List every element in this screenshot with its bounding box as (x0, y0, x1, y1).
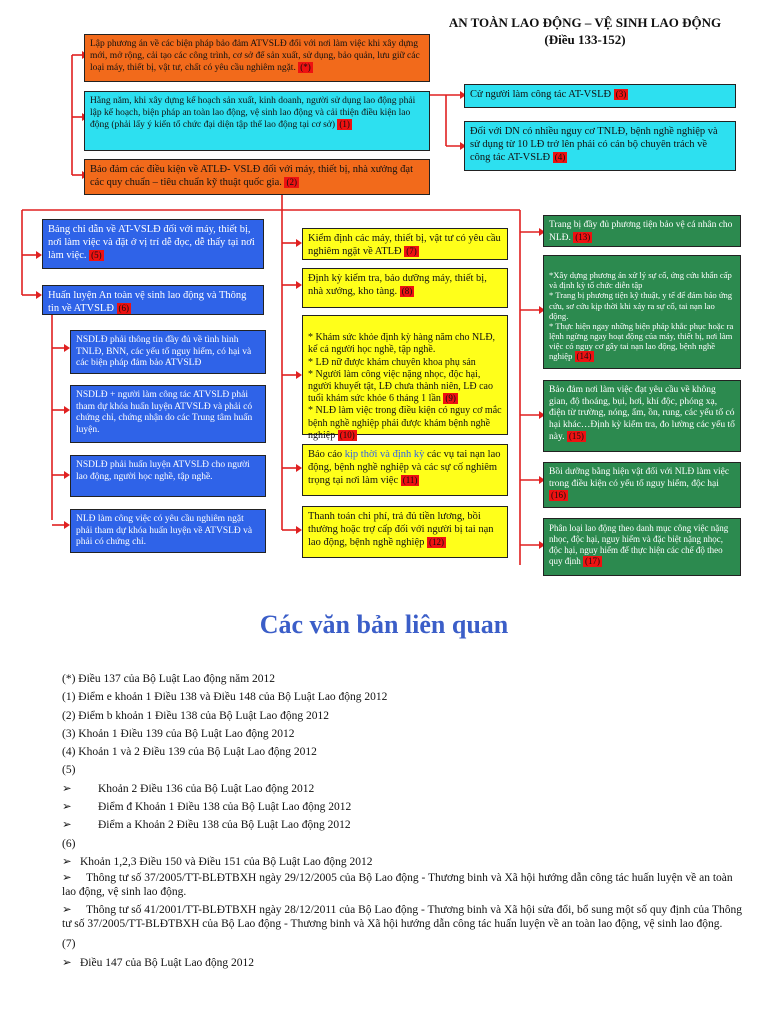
bullet-arrow-icon: ➢ (62, 801, 72, 814)
related-document-item (62, 903, 742, 931)
related-document-text: Điều 147 của Bộ Luật Lao động 2012 (80, 956, 255, 969)
box-text: Bảo đảm nơi làm việc đạt yêu cầu về không gian, độ thoáng, bụi, hơi, khí độc, phóng xạ, điện từ trường, nóng, ẩm, ồn, rung, các yếu tố có hại khác…Định kỳ kiểm tra, đo lường các yếu tố này. (549, 385, 735, 443)
related-document-text: Điểm a Khoản 2 Điều 138 của Bộ Luật Lao động 2012 (98, 819, 351, 832)
box-text-2: * NLĐ làm việc trong điều kiện có nguy cơ mắc bệnh nghề nghiệp phải được khám bệnh nghề nghiệp (308, 405, 502, 441)
box-assign-safety-officer (464, 84, 736, 108)
box-text: Hằng năm, khi xây dựng kế hoạch sản xuất, kinh doanh, người sử dụng lao động phải lập kế hoạch, biện pháp an toàn lao động, vệ sinh lao động và cải thiện điều kiện lao động (phải lấy ý kiến tổ chức đại diện tập thể lao động tại cơ sở) (90, 96, 416, 131)
box-text: * Khám sức khỏe định kỳ hàng năm cho NLĐ, kể cả người học nghề, tập nghề. * LĐ nữ được khám chuyên khoa phụ sản * Người làm công việc nặng nhọc, độc hại, người khuyết tật, LĐ chưa thành niên, LĐ cao tuổi khám sức khỏe 6 tháng 1 lần (308, 332, 496, 405)
ref-number: (11) (402, 474, 418, 485)
related-document-item (62, 853, 742, 871)
related-document-text: Thông tư số 37/2005/TT-BLĐTBXH ngày 29/12/2005 của Bộ Lao động - Thương binh và Xã hội hướng dẫn công tác huấn luyện về an toàn lao động, vệ sinh lao động. (62, 872, 733, 899)
related-document-text: (1) Điểm e khoản 1 Điều 138 và Điều 148 của Bộ Luật Lao động 2012 (62, 691, 388, 704)
box-text: NSDLĐ phải huấn luyện ATVSLĐ cho người lao động, người học nghề, tập nghề. (76, 460, 250, 482)
related-document-text: Thông tư số 41/2001/TT-BLĐTBXH ngày 28/12/2011 của Bộ Lao động - Thương binh và Xã hội sửa đổi, bổ sung một số quy định của Thông tư số 37/2005/TT-BLĐTBXH của Bộ Lao động - Thương binh và Xã hội hướng dẫn công tác huấn luyện về an toàn lao động, vệ sinh lao động. (62, 904, 742, 931)
bullet-arrow-icon: ➢ (62, 855, 72, 868)
related-document-item (62, 761, 742, 779)
related-document-item (62, 707, 742, 725)
related-document-item (62, 835, 742, 853)
ref-number: (1) (339, 119, 350, 130)
ref-number: (13) (575, 231, 591, 242)
box-text: các vụ tai nạn lao động, bệnh nghề nghiệp và các sự cố nghiêm trọng tại nơi làm việc (308, 449, 501, 486)
related-document-text: (*) Điều 137 của Bộ Luật Lao động năm 2012 (62, 673, 276, 685)
related-document-item (62, 688, 742, 706)
box-text: Cử người làm công tác AT-VSLĐ (470, 89, 612, 100)
related-document-item (62, 935, 742, 953)
related-document-item (62, 954, 742, 972)
box-text: Bảng chỉ dẫn về AT-VSLĐ đối với máy, thiết bị, nơi làm việc và đặt ở vị trí dễ đọc, dễ thấy tại nơi làm việc. (48, 224, 255, 261)
box-text: Lập phương án về các biện pháp bảo đảm ATVSLĐ đối với nơi làm việc khi xây dựng mới, mở rộng, cải tạo các công trình, cơ sở để sản xuất, sử dụng, bảo quản, lưu giữ các loại máy, thiết bị, vật tư, chất có yêu cầu nghiêm ngặt. (90, 39, 420, 74)
box-incident-reporting (302, 444, 508, 496)
ref-number: (14) (576, 351, 592, 362)
box-machine-conditions (84, 159, 430, 195)
ref-number: (3) (615, 89, 627, 99)
ref-number-2: (10) (339, 429, 355, 440)
related-documents-heading: Các văn bản liên quan (259, 610, 509, 639)
bullet-arrow-icon: ➢ (62, 819, 72, 832)
related-document-item (62, 816, 742, 834)
box-job-classification (543, 518, 741, 576)
box-employer-inform (70, 330, 266, 374)
ref-number: (16) (551, 490, 566, 501)
related-document-text: Khoản 1,2,3 Điều 150 và Điều 151 của Bộ Luật Lao động 2012 (80, 855, 373, 868)
bullet-arrow-icon: ➢ (62, 782, 72, 795)
box-safety-signs (42, 219, 264, 269)
box-employer-train-workers (70, 455, 266, 497)
box-in-kind-allowance (543, 462, 741, 508)
bullet-arrow-icon: ➢ (62, 904, 72, 917)
box-dedicated-safety-staff (464, 121, 736, 171)
related-document-item (62, 871, 742, 899)
box-text: Trang bị đầy đủ phương tiện bảo vệ cá nhân cho NLĐ. (549, 220, 733, 243)
box-employer-attend-training (70, 385, 266, 443)
box-safety-training (42, 285, 264, 315)
box-text: Bảo đảm các điều kiện về ATLĐ- VSLĐ đối với máy, thiết bị, nhà xưởng đạt các quy chuẩn – tiêu chuẩn kỹ thuật quốc gia. (90, 164, 413, 188)
ref-number: (*) (300, 62, 311, 73)
ref-number: (6) (118, 302, 130, 313)
related-document-text: (7) (62, 938, 76, 951)
box-annual-plan (84, 91, 430, 151)
related-document-text: Điểm đ Khoản 1 Điều 138 của Bộ Luật Lao động 2012 (98, 801, 352, 814)
bullet-arrow-icon: ➢ (62, 872, 72, 885)
related-document-text: (6) (62, 837, 76, 850)
ref-number: (9) (445, 393, 456, 404)
ref-number: (7) (406, 245, 417, 256)
box-plan-safety-measures (84, 34, 430, 82)
box-text-highlight: kịp thời và định kỳ (344, 449, 425, 460)
box-text: NLĐ làm công việc có yêu cầu nghiêm ngặt phải tham dự khóa huấn luyện về ATVSLĐ và phải có chứng chỉ. (76, 514, 253, 548)
related-document-text: (2) Điểm b khoản 1 Điều 138 của Bộ Luật Lao động 2012 (62, 709, 329, 722)
bullet-arrow-icon: ➢ (62, 956, 72, 969)
ref-number: (5) (91, 249, 102, 260)
related-document-item (62, 780, 742, 798)
box-text: NSDLĐ + người làm công tác ATVSLĐ phải tham dự khóa huấn luyện ATVSLĐ và phải có chứng chỉ, chứng nhận do các Trung tâm huấn luyện. (76, 390, 253, 435)
related-document-item (62, 743, 742, 761)
related-documents-list (62, 670, 742, 972)
box-ppe (543, 215, 741, 247)
box-text: Bồi dưỡng bằng hiện vật đối với NLĐ làm việc trong điều kiện có yếu tố nguy hiểm, độc hại (549, 467, 730, 489)
related-document-item (62, 798, 742, 816)
box-text: *Xây dựng phương án xử lý sự cố, ứng cứu khẩn cấp và định kỳ tổ chức diễn tập * Trang bị phương tiện kỹ thuật, y tế để đảm bảo ứng cứu, sơ cứu kịp thời khi xảy ra sự cố, tai nạn lao động. * Thực hiện ngay những biện pháp khắc phục hoặc ra lệnh ngừng ngay hoạt động của máy, thiết bị, nơi làm việc có nguy cơ gây tai nạn lao động, bệnh nghề nghiệp (549, 270, 734, 362)
box-text: Phân loại lao động theo danh mục công việc nặng nhọc, độc hại, nguy hiểm và đặc biệt nặng nhọc, độc hại, nguy hiểm để thực hiện các chế độ theo quy định (549, 523, 729, 566)
ref-number: (2) (286, 176, 297, 187)
related-document-text: (5) (62, 764, 76, 777)
related-document-item (62, 725, 742, 743)
box-text: Định kỳ kiểm tra, bảo dưỡng máy, thiết bị, nhà xưởng, kho tàng. (308, 273, 487, 297)
box-text: Kiểm định các máy, thiết bị, vật tư có yêu cầu nghiêm ngặt về ATLĐ (308, 233, 501, 257)
ref-number: (8) (401, 285, 413, 296)
related-document-text: (4) Khoản 1 và 2 Điều 139 của Bộ Luật Lao động 2012 (62, 746, 317, 759)
box-text: Huấn luyện An toàn vệ sinh lao động và Thông tin về ATVSLĐ (48, 290, 247, 314)
related-document-text: Khoản 2 Điều 136 của Bộ Luật Lao động 2012 (98, 782, 315, 795)
ref-number: (12) (428, 536, 444, 547)
box-text: Đối với DN có nhiều nguy cơ TNLĐ, bệnh nghề nghiệp và sử dụng từ 10 LĐ trở lên phải có cán bộ chuyên trách về công tác AT-VSLĐ (470, 126, 718, 163)
ref-number: (4) (554, 151, 566, 162)
box-text: NSDLĐ phải thông tin đầy đủ về tình hình TNLĐ, BNN, các yếu tố nguy hiểm, có hại và các biện pháp đảm bảo ATVSLĐ (76, 335, 252, 369)
box-periodic-maintenance (302, 268, 508, 308)
title-line-1: AN TOÀN LAO ĐỘNG – VỆ SINH LAO ĐỘNG (448, 15, 722, 30)
box-worker-strict-job-training (70, 509, 266, 553)
ref-number: (17) (585, 555, 601, 566)
box-text-pre: Báo cáo (308, 449, 345, 460)
box-workplace-conditions (543, 380, 741, 452)
title-line-2: (Điều 133-152) (544, 32, 626, 47)
box-compensation (302, 506, 508, 558)
box-emergency-response (543, 255, 741, 369)
related-document-item (62, 670, 742, 688)
box-text: Thanh toán chi phí, trả đủ tiền lương, bồi thường hoặc trợ cấp đối với người bị tai nạn lao động, bệnh nghề nghiệp (308, 511, 494, 548)
related-document-text: (3) Khoản 1 Điều 139 của Bộ Luật Lao động 2012 (62, 727, 295, 740)
box-health-checks (302, 315, 508, 441)
box-inspection (302, 228, 508, 260)
ref-number: (15) (568, 431, 584, 442)
